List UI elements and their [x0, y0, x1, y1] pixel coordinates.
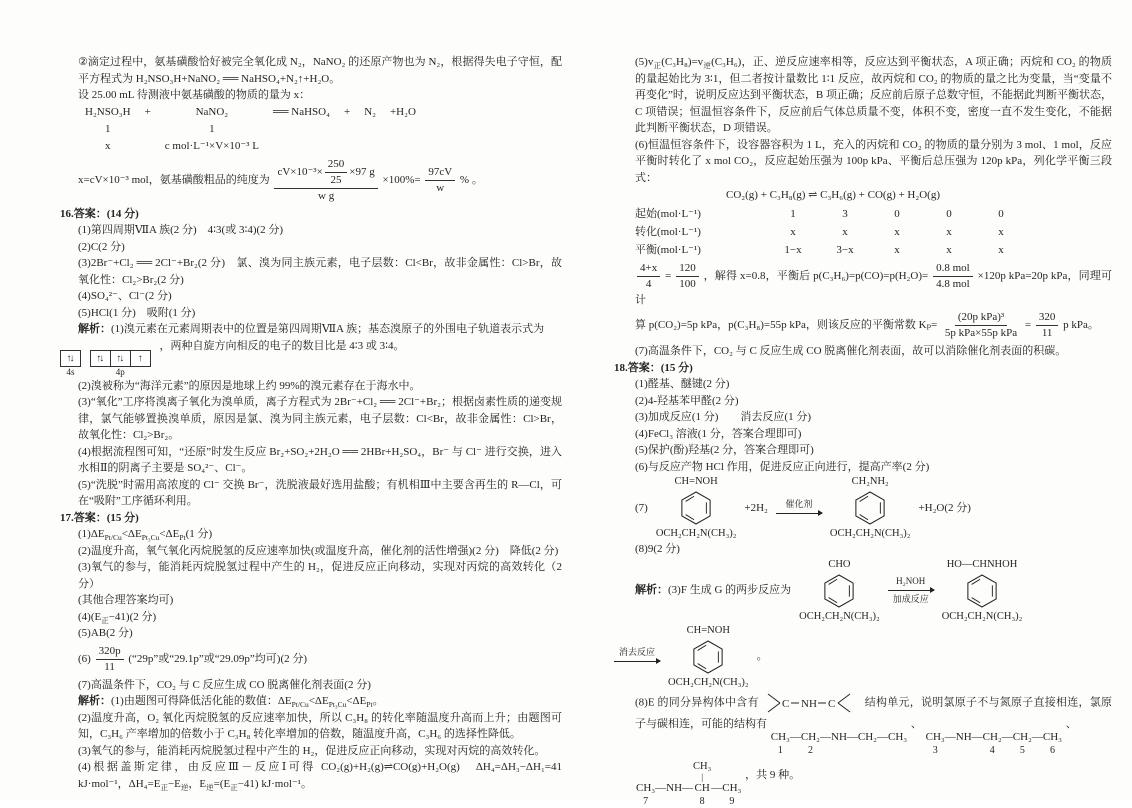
equation-cell: c mol·L⁻¹×V×10⁻³ L: [164, 139, 259, 152]
substituent-bottom: OCH₂CH₂N(CH₃)₂: [799, 610, 880, 622]
isomer-formula-a: [771, 730, 907, 757]
separator: 、: [910, 717, 922, 730]
table-cell: x: [998, 243, 1004, 256]
analysis-17-3: (3)氧气的参与，能消耗丙烷脱氢过程中产生的 H₂，促进反应正向移动，实现对丙烷的高效转化。: [78, 744, 546, 757]
answer-17-4: $(4)(E_正-41)(2$ 分): [78, 610, 157, 625]
table-row: [635, 223, 1027, 241]
answer-18-4: (4)FeCl₃ 溶液(1 分，答案合理即可): [635, 427, 802, 440]
answer-18-6: (6)与反应产物 HCl 作用，促进反应正向进行，提高产率(2 分): [635, 460, 930, 473]
benzene-structure: [799, 558, 880, 624]
formula-group: —NH—: [655, 781, 694, 794]
answer-17-1: $(1)\Delta E_{Pt/Cu}<\Delta E_{Pt_3Cu}<\Delta E_{Pt}(1$ 分): [78, 528, 213, 542]
table-row: [635, 241, 1027, 259]
solve-line-1: [635, 261, 1112, 309]
formula-text: cV×10⁻³×: [277, 165, 323, 178]
benzene-ring-icon: [692, 639, 724, 675]
formula-text: ×120p kPa=20p kPa，同理可计: [635, 269, 1112, 306]
equilibrium-equation: CO₂(g) + C₃H₈(g) ⇌ C₃H₆(g) + CO(g) + H₂O(g): [726, 189, 940, 201]
arrow-line: [614, 657, 660, 666]
formula-text: (6): [78, 652, 91, 665]
fraction: $\frac{4+x}{4}$: [637, 261, 660, 292]
equation-cell: x: [105, 139, 111, 152]
analysis-17-2: (2)温度升高，O₂ 氧化丙烷脱氢的反应速率加快，所以 C₃H₈ 的转化率随温度升高而上升；由题图可知，C₃H₆ 产率增加的倍数小于 C₃H₈ 转化率增加的倍数，随温度升高，C₃H₆ 的选择性降低。: [78, 711, 562, 740]
analysis-text: 结构单元，说明氯原子不与氮原子直接相连，氯原子与碳相连，可能的结构有: [635, 696, 1112, 730]
item-number: (7): [635, 501, 648, 514]
substituent-top: CHO: [828, 558, 851, 570]
benzene-structure: [668, 624, 749, 690]
equation-cell: +H₂O: [389, 105, 416, 118]
formula-group: —: [711, 781, 723, 794]
section-18-heading: 18.答案：(15 分): [614, 361, 693, 374]
orbital-4s: [60, 350, 81, 378]
equation-cell: +: [144, 105, 151, 118]
answer-17-3b: (其他合理答案均可): [78, 594, 174, 606]
equation-cell: [337, 121, 357, 138]
purity-fraction: cV×10⁻³× $\frac{250}{25}$ ×97 g w g: [274, 157, 377, 204]
isomer-c-line: [635, 761, 1112, 808]
table-cell: x: [946, 243, 952, 256]
equation-cell: [138, 121, 158, 138]
orbital-diagram-line: [60, 338, 562, 378]
orbital-cell: ↑: [137, 352, 141, 364]
fraction: $\frac{320}{11}$: [1036, 310, 1059, 341]
analysis-17-6: (6)恒温恒容条件下，设容器容积为 1 L，充入的丙烷和 CO₂ 的物质的量分别为 3 mol、1 mol，反应平衡时转化了 x mol CO₂，反应起始压强为 100p kPa、平衡后总压强为 120p kPa，列化学平衡三段式：: [635, 138, 1112, 184]
equation-cell: N₂: [364, 105, 376, 118]
right-column: [614, 54, 1112, 808]
kp-expression-fraction: $\frac{\text{(20p kPa)³}}{\text{5p kPa×55p kPa}}$: [944, 311, 1018, 339]
answer-17-2: (2)温度升高，氧气氧化丙烷脱氢的反应速率加快(或温度升高，催化剂的活性增强)(2 分) 降低(2 分): [78, 544, 559, 557]
analysis-18-3-step1: [635, 558, 1112, 624]
assumption-line: 设 25.00 mL 待测液中氨基磺酸的物质的量为 x：: [78, 89, 311, 101]
reaction-arrow-icon: [888, 576, 934, 605]
answer-18-3: (3)加成反应(1 分) 消去反应(1 分): [635, 411, 811, 423]
orbital-4p: [90, 350, 151, 378]
equation-cell: ══ NaHSO₄: [272, 105, 330, 118]
formula-group: CH₃ 7: [636, 781, 656, 807]
analysis-text: ，两种自旋方向相反的电子的数目比是 4∶3 或 3∶4。: [159, 339, 405, 352]
left-column: [60, 54, 562, 792]
answer-16-3: (3)2Br⁻+Cl₂ ══ 2Cl⁻+Br₂(2 分) 氯、溴为同主族元素，电子层数：Cl<Br，故非金属性：Cl>Br，故氧化性：Cl₂>Br₂(2 分): [78, 257, 562, 286]
table-cell: x: [946, 225, 952, 238]
equation-cell: [138, 138, 158, 155]
answer-16-2: (2)C(2 分): [78, 240, 125, 253]
substituent-bottom: OCH₂CH₂N(CH₃)₂: [655, 528, 737, 539]
analysis-16-5: (5)“洗脱”时需用高浓度的 Cl⁻ 交换 Br⁻，洗脱液最好选用盐酸；有机相Ⅲ中主要含再生的 R—Cl，可在“吸附”工序循环利用。: [78, 478, 562, 507]
equation-cell: [357, 121, 383, 138]
answer-18-5: (5)保护(酚)羟基(2 分，答案合理即可): [635, 444, 814, 456]
separator: 、: [1065, 717, 1077, 730]
table-row: [78, 138, 423, 155]
table-cell: 0: [946, 207, 952, 220]
table-cell: 1−x: [784, 243, 802, 256]
formula-group: CH₂ 4: [982, 730, 1002, 756]
analysis-label: 解析：: [78, 323, 111, 335]
formula-text: 算 p(CO₂)=5p kPa，p(C₃H₈)=55p kPa，则该反应的平衡常数 Kₚ=: [635, 319, 938, 332]
reaction-arrow-icon: [614, 647, 660, 666]
arrow-line: [776, 509, 822, 518]
formula-text: % 。: [459, 173, 483, 186]
arrow-line: [888, 586, 934, 595]
analysis-18-8: [635, 690, 1112, 757]
formula-group: —: [789, 730, 801, 743]
formula-group: —: [1001, 730, 1013, 743]
analysis-16-3: (3)“氧化”工序将溴离子氧化为溴单质，离子方程式为 2Br⁻+Cl₂ ══ 2Cl⁻+Br₂；根据卤素性质的递变规律，氯气能够置换溴单质，原因是氯、溴为同主族元素，电子层数：Cl<Br，故非金属性：Cl>Br，故氧化性：Cl₂>Br₂。: [78, 396, 562, 441]
fraction: $\frac{120}{100}$: [676, 261, 699, 292]
titration-paragraph: ②滴定过程中，氨基磺酸恰好被完全氧化成 N₂，NaNO₂ 的还原产物也为 N₂，根据得失电子守恒，配平方程式为 H₂NSO₃H+NaNO₂ ══ NaHSO₄+N₂↑+H₂O。: [78, 56, 562, 85]
reaction-arrow-icon: [776, 499, 822, 518]
row-label: 平衡(mol·L⁻¹): [635, 243, 701, 256]
analysis-label: 解析：: [78, 695, 111, 707]
equation-cell: H₂NSO₃H: [85, 105, 131, 118]
arrow-type: 消去反应: [618, 647, 655, 657]
formula-group: —: [1031, 730, 1043, 743]
table-cell: x: [894, 225, 900, 238]
benzene-ring-icon: [854, 490, 886, 526]
row-label: 转化(mol·L⁻¹): [635, 225, 701, 238]
answer-16-4: (4)SO₄²⁻、Cl⁻(2 分): [78, 290, 172, 302]
analysis-17-5: $(5)v_正(C_3H_8)=v_逆(C_3H_6)$，正、逆反应速率相等，反应达到平衡状态，A 项正确；丙烷和 CO₂ 的物质的量起始比为 3∶1，但二者按计量数比 1∶1 反应，故丙烷和 CO₂ 的物质的量之比为变量，当“变量不再变化”时，说明反应达到平衡状态，B 项正确；反应前后原子总数守恒，不能据此判断平衡状态，C 项错误；恒温恒容条件下，反应前后气体总质量不变，体积不变，密度一直不发生变化，不能据此判断平衡状态，D 项错误。: [635, 56, 1113, 134]
benzene-structure: [656, 475, 737, 541]
equation-cell: +: [343, 105, 351, 118]
table-cell: x: [894, 243, 900, 256]
benzene-ring-icon: [966, 573, 998, 609]
nested-fraction: $\frac{250}{25}$: [325, 157, 348, 188]
stoichiometry-table: [78, 104, 423, 155]
kp-fraction: $\frac{320p}{11}$: [96, 644, 124, 675]
substituent-bottom: OCH₂CH₂N(CH₃)₂: [941, 610, 1023, 622]
c-nh-c-unit-icon: [766, 690, 858, 716]
analysis-16-2: (2)溴被称为“海洋元素”的原因是地球上约 99%的溴元素存在于海水中。: [78, 379, 421, 392]
equation-cell: [383, 121, 423, 138]
row-label: 起始(mol·L⁻¹): [635, 207, 701, 220]
equation-cell: NaNO₂: [195, 105, 229, 118]
answer-17-6: [78, 644, 562, 675]
answer-18-2: (2)4-羟基苯甲醛(2 分): [635, 394, 739, 407]
orbital-cell: ↑↓: [91, 351, 111, 366]
analysis-17-7: (7)高温条件下，CO₂ 与 C 反应生成 CO 脱离催化剂表面，故可以消除催化剂表面的积碳。: [635, 345, 1067, 357]
table-cell: 3: [842, 207, 848, 220]
analysis-label: 解析：: [635, 584, 668, 597]
formula-group: —NH—CH₂—CH₃: [820, 730, 908, 743]
benzene-ring-icon: [680, 490, 712, 526]
fraction: $\frac{\text{0.8 mol}}{\text{4.8 mol}}$: [933, 261, 973, 292]
orbital-cell: ↑↓: [66, 352, 73, 364]
substituent-top: CH=NOH: [686, 624, 730, 636]
ice-table: [635, 205, 1027, 259]
equation-cell: [337, 138, 357, 155]
sentence-end: 。: [756, 650, 768, 663]
formula-text: =: [665, 269, 672, 282]
answer-18-7-reaction: [635, 475, 1112, 541]
answer-16-1: (1)第四周期ⅦA 族(2 分) 4∶3(或 3∶4)(2 分): [78, 224, 284, 236]
arrow-condition: 催化剂: [785, 498, 813, 509]
benzene-structure: [942, 558, 1023, 624]
formula-text: p kPa。: [1063, 319, 1099, 332]
solve-line-2: [635, 310, 1112, 341]
svg-text:C: C: [781, 697, 790, 710]
arrow-reagent: H₂NOH: [896, 576, 926, 586]
benzene-ring-icon: [823, 573, 855, 609]
analysis-lead: [635, 582, 791, 599]
answer-17-3: (3)氧气的参与，能消耗丙烷脱氢过程中产生的 H₂，促进反应正向移动，实现对丙烷的高效转化（2 分）: [78, 561, 562, 590]
equation-cell: [266, 138, 337, 155]
formula-text: ×100%=: [382, 173, 421, 186]
formula-text: ，解得 x=0.8，平衡后 p(C₃H₆)=p(CO)=p(H₂O)=: [703, 269, 929, 282]
formula-text: (“29p”或“29.1p”或“29.09p”均可)(2 分): [128, 652, 308, 665]
analysis-text: (1)溴元素在元素周期表中的位置是第四周期ⅦA 族；基态溴原子的外围电子轨道表示式为: [111, 323, 545, 335]
equation-cell: [266, 121, 337, 138]
table-cell: 0: [894, 207, 900, 220]
table-cell: 3−x: [836, 243, 854, 256]
result-fraction: $\frac{97cV}{w}$: [425, 165, 455, 196]
analysis-16-4: (4)根据流程图可知，“还原”时发生反应 Br₂+SO₂+2H₂O ══ 2HBr+H₂SO₄，Br⁻ 与 Cl⁻ 进行交换，进入水相Ⅱ的阴离子主要是 SO₄²⁻、Cl⁻。: [78, 445, 562, 474]
table-row: [78, 104, 423, 121]
section-17-heading: 17.答案：(15 分): [60, 511, 139, 524]
answer-17-5: (5)AB(2 分): [78, 627, 133, 639]
equation-cell: 1: [105, 122, 111, 135]
arrow-type: 加成反应: [892, 594, 929, 604]
formula-group: CH₃ | CH 8: [693, 760, 712, 807]
table-cell: x: [998, 225, 1004, 238]
table-cell: 1: [790, 207, 796, 220]
analysis-text: (8)E 的同分异构体中含有: [635, 696, 759, 709]
answer-18-8: (8)9(2 分): [635, 543, 680, 555]
svg-text:C: C: [827, 697, 836, 710]
table-cell: x: [790, 225, 796, 238]
table-cell: 0: [998, 207, 1004, 220]
analysis-17-1: [78, 693, 562, 710]
analysis-text: (1)由题图可得降低活化能的数值：$\Delta E_{Pt/Cu}<\Delta E_{Pt_3Cu}<\Delta E_{Pt}$。: [111, 695, 384, 709]
analysis-16-1: [78, 321, 562, 338]
answer-16-5: (5)HCl(1 分) 吸附(1 分): [78, 306, 196, 319]
table-cell: x: [842, 225, 848, 238]
formula-group: CH₃ 9: [722, 781, 742, 807]
equation-cell: [357, 138, 383, 155]
substituent-top: HO—CHNHOH: [946, 558, 1018, 570]
analysis-17-4: (4)根据盖斯定律，由反应Ⅲ－反应Ⅰ可得 CO₂(g)+H₂(g)⇌CO(g)+H₂O(g) ΔH₄=ΔH₃−ΔH₁=41 kJ·mol⁻¹，$\Delta H_4=E_正-E_逆$，$E_逆=(E_正-41)$ kJ·mol⁻¹。: [78, 761, 562, 792]
isomer-formula-c: [636, 761, 741, 808]
substituent-bottom: OCH₂CH₂N(CH₃)₂: [829, 528, 911, 539]
orbital-box: [60, 350, 81, 367]
answer-18-1: (1)醛基、醚键(2 分): [635, 378, 730, 390]
formula-group: CH₂ 5: [1012, 730, 1032, 756]
formula-text: x=cV×10⁻³ mol，氨基磺酸粗品的纯度为: [78, 173, 270, 186]
section-16-heading: 16.答案：(14 分): [60, 207, 139, 220]
equation-cell: [383, 138, 423, 155]
table-row: [78, 121, 423, 138]
reagent-text: +2H₂: [744, 501, 768, 514]
formula-group: CH₂ 2: [800, 730, 820, 756]
formula-text: =: [1024, 319, 1032, 332]
orbital-cell: ↑↓: [111, 351, 131, 366]
svg-text:NH: NH: [800, 697, 817, 710]
analysis-18-3-step2: [614, 624, 1112, 690]
benzene-structure: [830, 475, 911, 541]
analysis-text: (3)F 生成 G 的两步反应为: [668, 584, 792, 597]
formula-group: —NH—: [944, 730, 983, 743]
table-row: [635, 205, 1027, 223]
orbital-label: 4s: [66, 366, 75, 377]
orbital-label: 4p: [115, 366, 125, 377]
formula-text: ×97 g: [349, 165, 375, 178]
orbital-box: [90, 350, 151, 367]
substituent-top: CH₂NH₂: [851, 476, 889, 487]
purity-formula-line: [78, 157, 562, 204]
isomer-formula-b: [926, 730, 1062, 757]
equation-cell: 1: [209, 122, 215, 135]
formula-group: CH₃ 6: [1042, 730, 1063, 756]
answer-17-7: (7)高温条件下，CO₂ 与 C 反应生成 CO 脱离催化剂表面(2 分): [78, 678, 371, 691]
analysis-text: ，共 9 种。: [745, 768, 801, 781]
formula-group: CH₃ 1: [770, 730, 790, 756]
substituent-bottom: OCH₂CH₂N(CH₃)₂: [668, 676, 749, 688]
product-text: +H₂O(2 分): [918, 501, 971, 514]
substituent-top: CH=NOH: [674, 476, 718, 487]
formula-group: CH₃ 3: [925, 730, 945, 756]
